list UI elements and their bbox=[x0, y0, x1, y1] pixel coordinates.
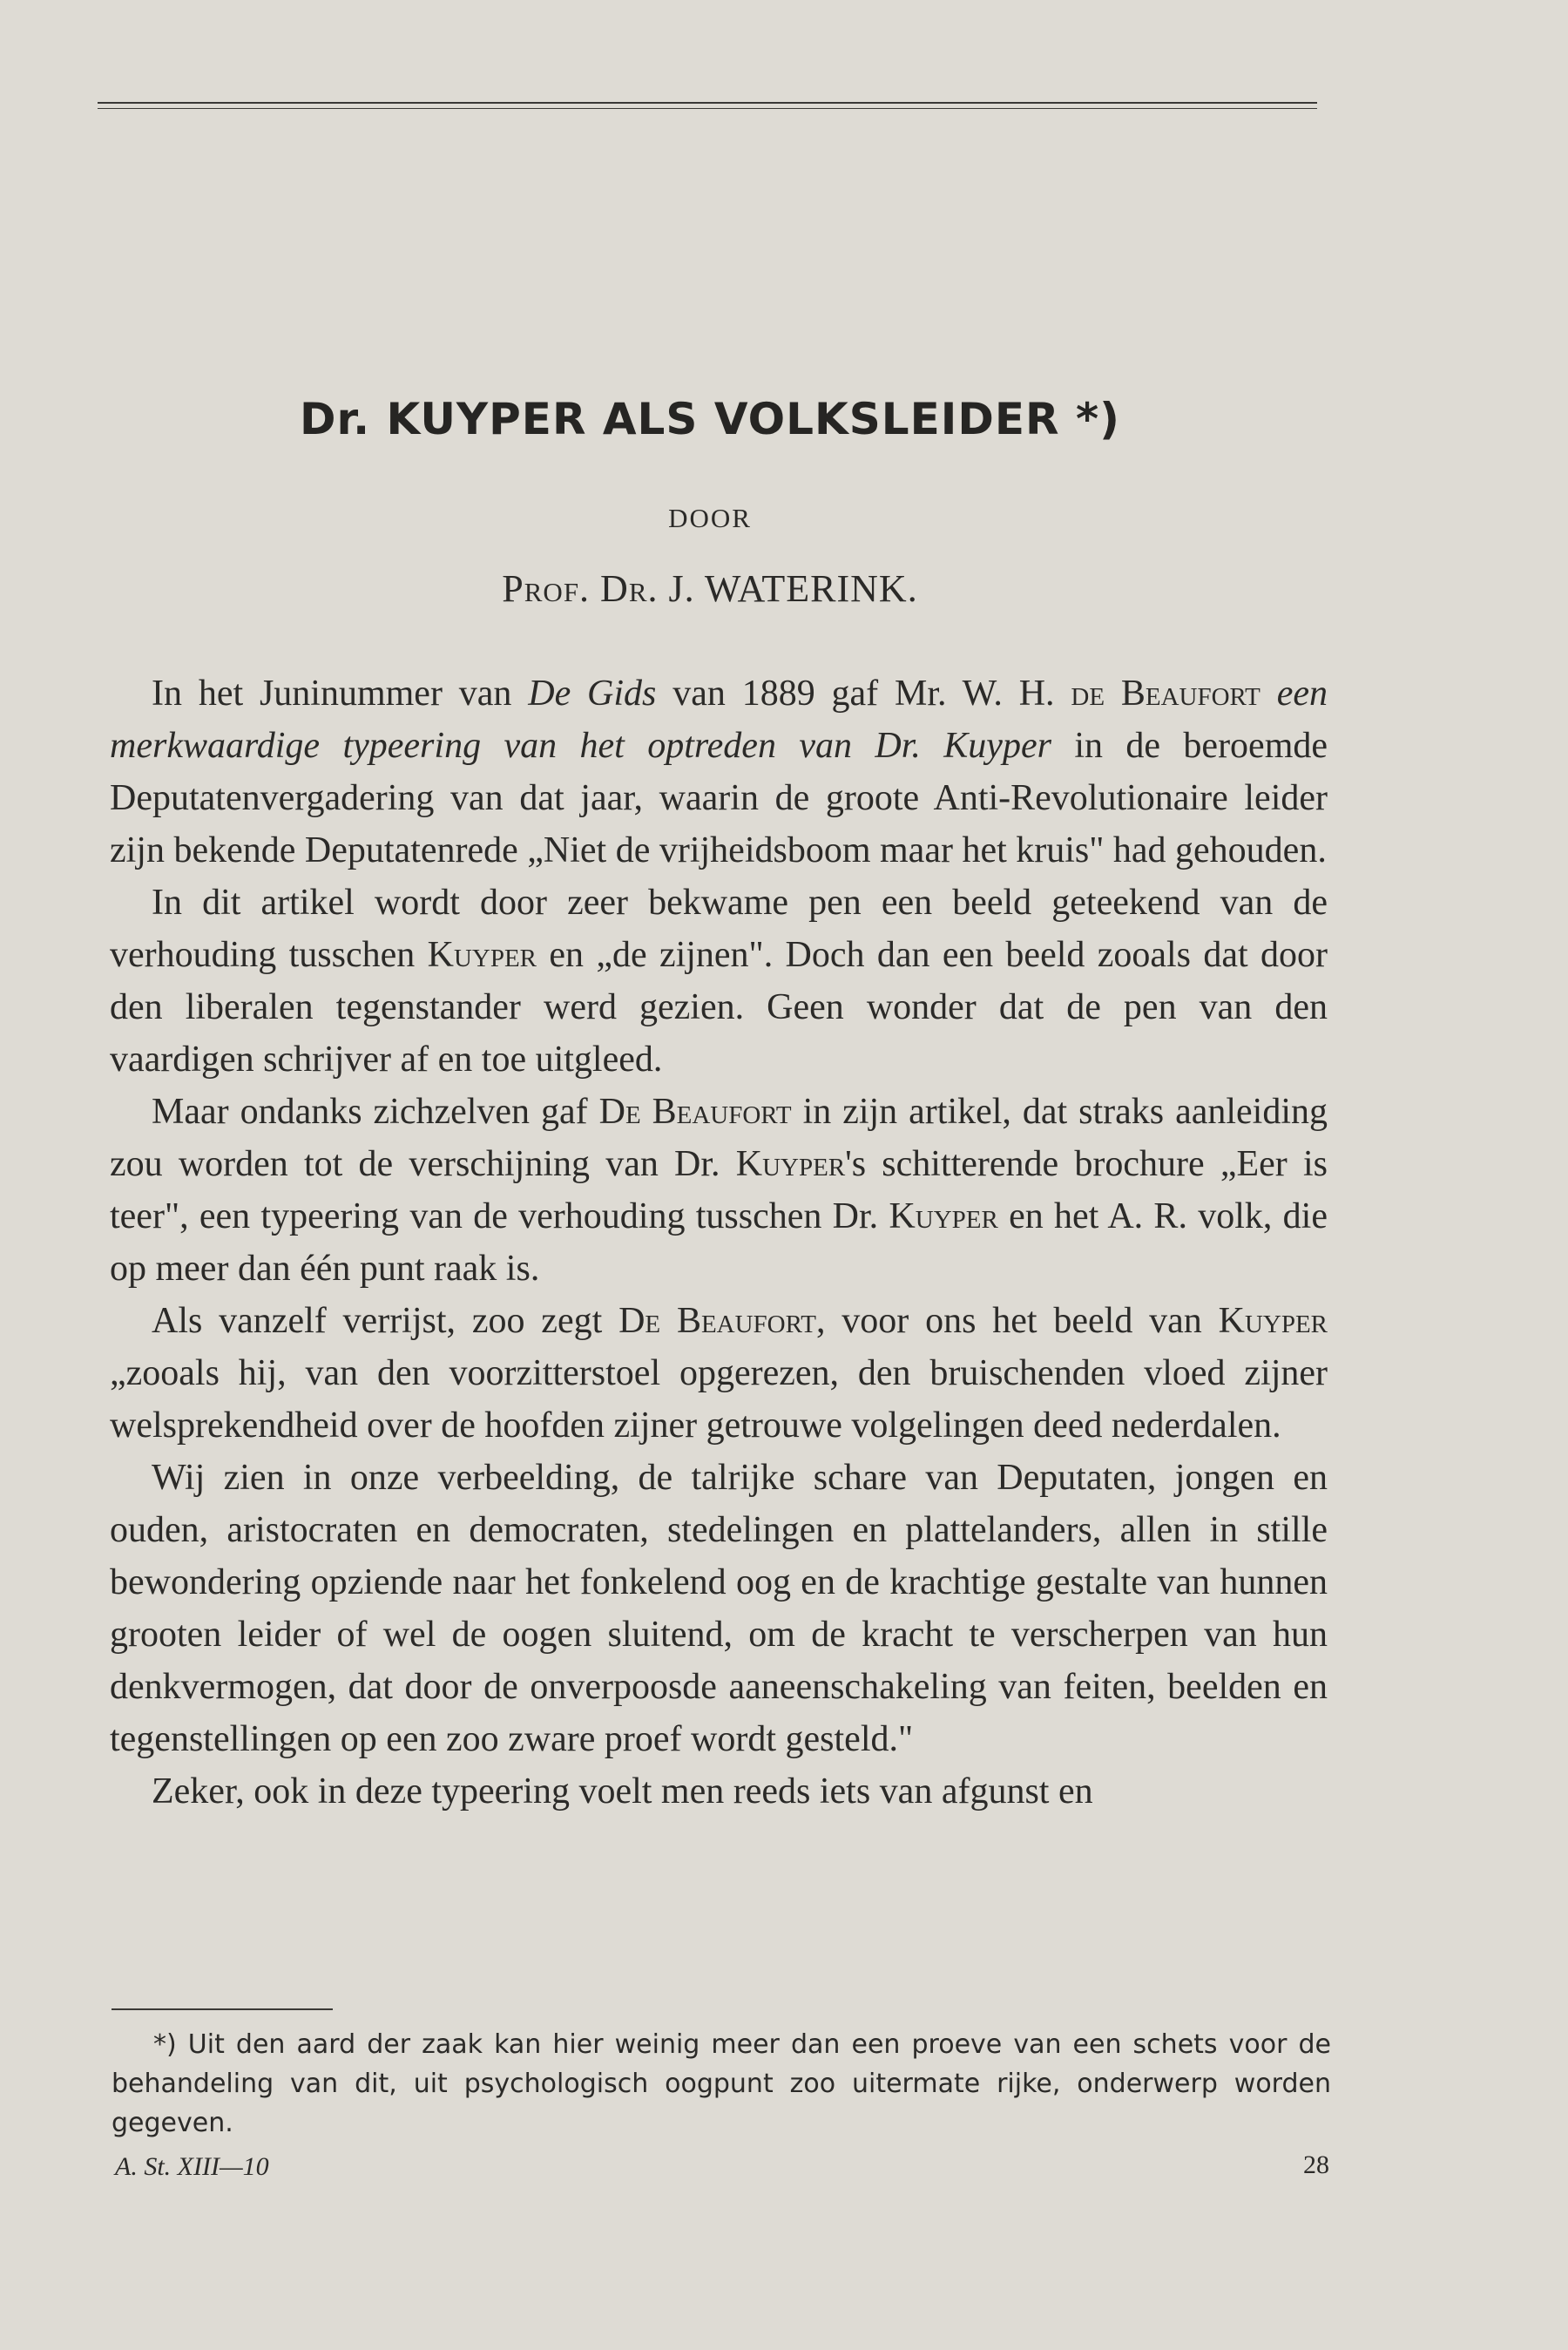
footnote-rule bbox=[112, 2008, 333, 2010]
paragraph-5: Wij zien in onze verbeelding, de talrijke schare van Deputaten, jongen en ouden, aristocraten en democraten, stedelingen en plattelanders, allen in stille bewondering opziende naar het fonkelend oog en de krachtige gestalte van hunnen grooten leider of wel de oogen sluitend, om de kracht te verscherpen van hun denkvermogen, dat door de onverpoosde aaneenschakeling van feiten, beelden en tegenstellingen op een zoo zware proef wordt gesteld." bbox=[110, 1458, 1328, 1759]
top-rule-2 bbox=[98, 108, 1317, 109]
top-rule bbox=[98, 102, 1317, 104]
paragraph-3: Maar ondanks zichzelven gaf De Beaufort in zijn artikel, dat straks aanleiding zou worden tot de verschijning van Dr. Kuyper's schitterende brochure „Eer is teer", een typeering van de verhouding tusschen Dr. Kuyper en het A. R. volk, die op meer dan één punt raak is. bbox=[110, 1092, 1328, 1289]
signature-mark: A. St. XIII—10 bbox=[115, 2152, 269, 2181]
byline: DOOR bbox=[668, 503, 752, 533]
article-title: Dr. KUYPER ALS VOLKSLEIDER *) bbox=[300, 394, 1120, 444]
paragraph-6: Zeker, ook in deze typeering voelt men reeds iets van afgunst en bbox=[152, 1771, 1093, 1812]
paragraph-2: In dit artikel wordt door zeer bekwame pen een beeld geteekend van de verhouding tusschen Kuyper en „de zijnen". Doch dan een beeld zooals dat door den liberalen tegenstander werd gezien. Geen wonder dat de pen van den vaardigen schrijver af en toe uitgleed. bbox=[110, 883, 1328, 1080]
paragraph-4: Als vanzelf verrijst, zoo zegt De Beaufort, voor ons het beeld van Kuyper „zooals hij, van den voorzitterstoel opgerezen, den bruischenden vloed zijner welsprekendheid over de hoofden zijner getrouwe volgelingen deed nederdalen. bbox=[110, 1301, 1328, 1446]
author: Prof. Dr. J. WATERINK. bbox=[502, 567, 918, 610]
article-body bbox=[110, 667, 1328, 1818]
footnote: *) Uit den aard der zaak kan hier weinig meer dan een proeve van een schets voor de behandeling van dit, uit psychologisch oogpunt zoo uitermate rijke, onderwerp worden gegeven. bbox=[112, 2029, 1331, 2138]
page-number: 28 bbox=[1303, 2150, 1329, 2179]
paragraph-1: In het Juninummer van De Gids van 1889 gaf Mr. W. H. de Beaufort een merkwaardige typeering van het optreden van Dr. Kuyper in de beroemde Deputatenvergadering van dat jaar, waarin de groote Anti-Revolutionaire leider zijn bekende Deputatenrede „Niet de vrijheidsboom maar het kruis" had gehouden. bbox=[110, 674, 1328, 870]
